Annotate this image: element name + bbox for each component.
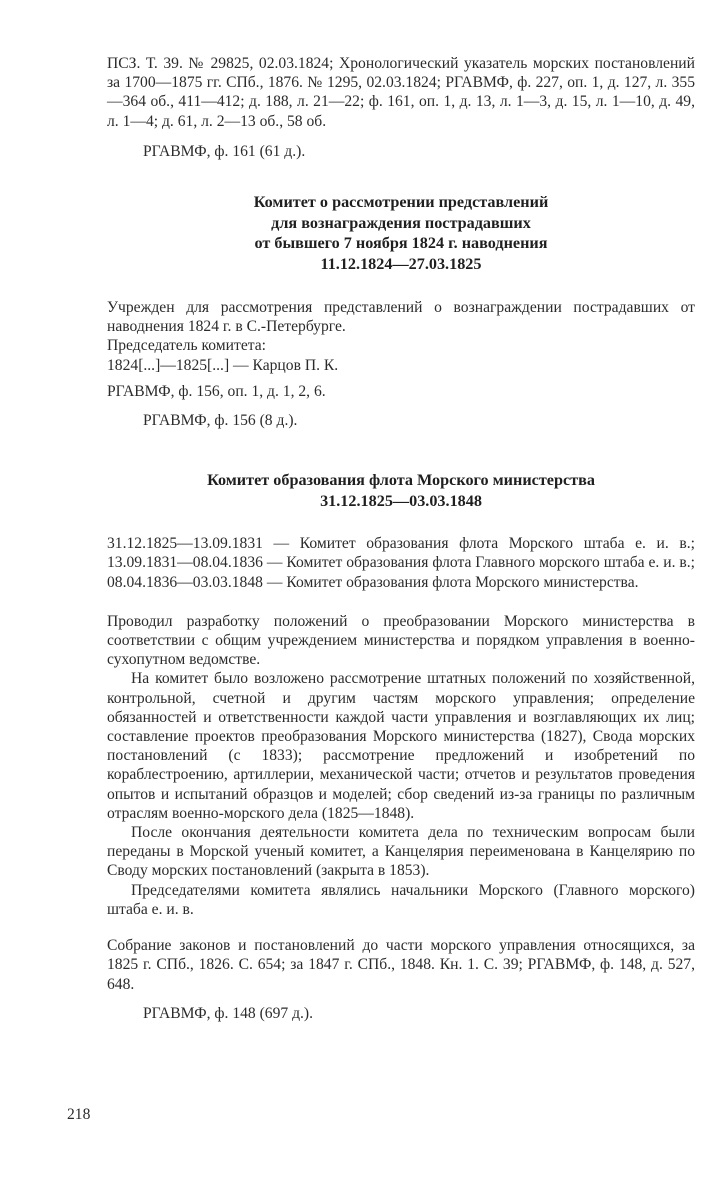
section1-references: РГАВМФ, ф. 156, оп. 1, д. 1, 2, 6. [107, 382, 326, 400]
page-content [107, 54, 695, 1023]
section2-heading-dates: 31.12.1825—03.03.1848 [320, 491, 482, 510]
section1-archive-fund: РГАВМФ, ф. 156 (8 д.). [143, 412, 298, 430]
top-references: ПСЗ. Т. 39. № 29825, 02.03.1824; Хронологический указатель морских постановлений за 1700—1875 гг. СПб., 1876. № 1295, 02.03.1824; РГАВМФ, ф. 227, оп. 1, д. 127, л. 355—364 об., 411—412; д. 188, л. 21—22; ф. 161, оп. 1, д. 13, л. 1—3, д. 15, л. 1—10, д. 49, л. 1—4; д. 61, л. 2—13 об., 58 об. [107, 55, 695, 130]
section2-renamings: 31.12.1825—13.09.1831 — Комитет образования флота Морского штаба е. и. в.; 13.09.1831—08.04.1836 — Комитет образования флота Главного морского штаба е. и. в.; 08.04.1836—03.03.1848 — Комитет образования флота Морского министерства. [107, 535, 695, 591]
section2-references: Собрание законов и постановлений до части морского управления относящихся, за 1825 г. СПб., 1826. С. 654; за 1847 г. СПб., 1848. Кн. 1. С. 39; РГАВМФ, ф. 148, д. 527, 648. [107, 937, 695, 993]
section2-paragraph: На комитет было возложено рассмотрение штатных положений по хозяйственной, контрольной, счетной и другим частям морского управления; определение обязанностей и ответственности каждой части управления и возглавляющих их лиц; составление проектов преобразования Морского министерства (1827), Свода морских постановлений (с 1833); рассмотрение предложений и изобретений по кораблестроению, артиллерии, механической части; отчетов и результатов проведения опытов и испытаний образцов и моделей; сбор сведений из-за границы по различным отраслям военно-морского дела (1825—1848). [107, 670, 695, 822]
section1-chair-value: 1824[...]—1825[...] — Карцов П. К. [107, 356, 339, 374]
page-number: 218 [67, 1106, 91, 1123]
top-archive-fund: РГАВМФ, ф. 161 (61 д.). [143, 142, 306, 160]
section1-heading-line: для вознаграждения пострадавших [271, 213, 531, 232]
section2-paragraph: Проводил разработку положений о преобразовании Морского министерства в соответствии с общим учреждением министерства и порядком управления в военно-сухопутном ведомстве. [107, 612, 695, 669]
section2-heading [107, 470, 695, 511]
section1-heading-dates: 11.12.1824—27.03.1825 [320, 254, 482, 273]
section2-paragraph: После окончания деятельности комитета дела по техническим вопросам были переданы в Морской ученый комитет, а Канцелярия переименована в Канцелярию по Своду морских постановлений (закрыта в 1853). [107, 824, 695, 880]
section1-heading-line: от бывшего 7 ноября 1824 г. наводнения [254, 234, 548, 253]
section1-heading [107, 192, 695, 274]
section2-archive-fund: РГАВМФ, ф. 148 (697 д.). [143, 1004, 314, 1022]
section2-heading-line: Комитет образования флота Морского министерства [207, 471, 595, 490]
section1-chair-label: Председатель комитета: [107, 337, 267, 355]
section2-paragraph: Председателями комитета являлись начальники Морского (Главного морского) штаба е. и. в. [107, 881, 695, 918]
section1-intro: Учрежден для рассмотрения представлений о вознаграждении пострадавших от наводнения 1824 г. в С.-Петербурге. [107, 299, 695, 336]
section1-heading-line: Комитет о рассмотрении представлений [253, 193, 549, 212]
